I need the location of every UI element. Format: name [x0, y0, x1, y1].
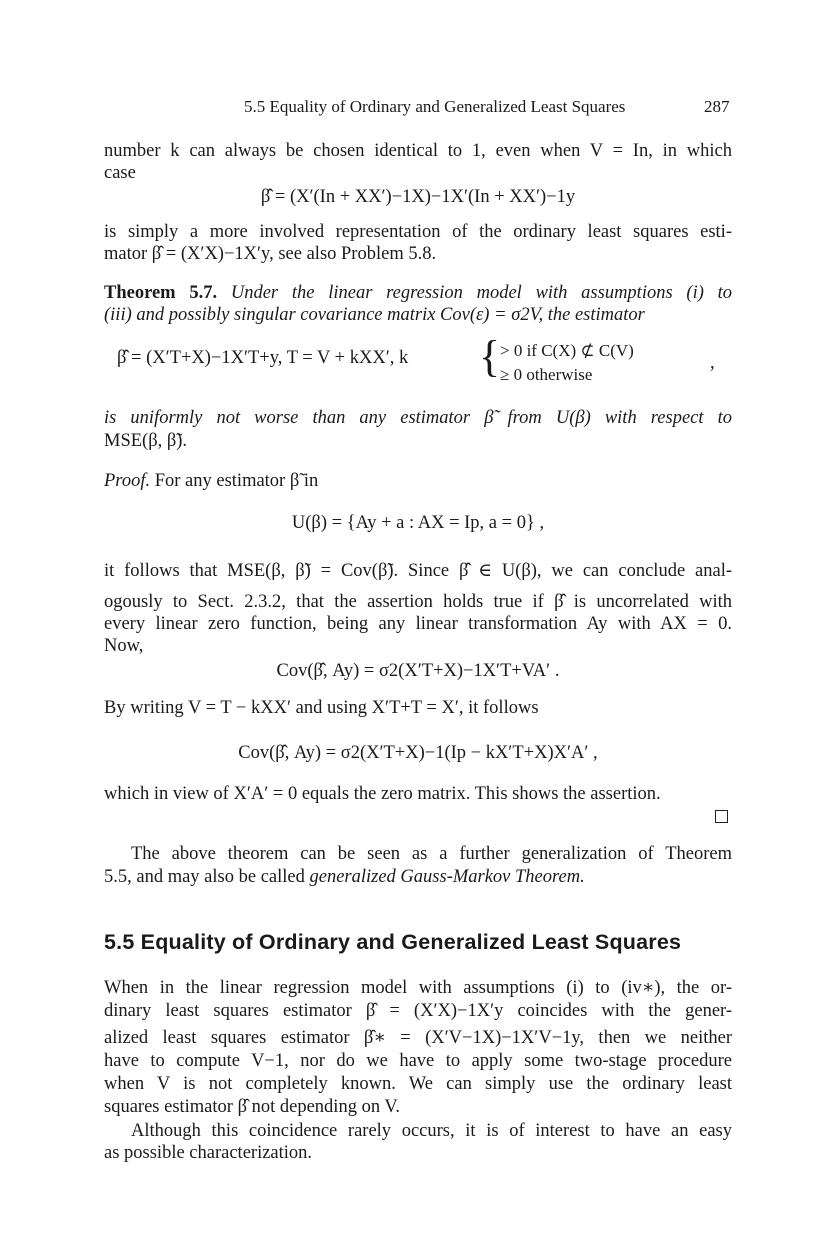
paragraph-line: The above theorem can be seen as a further generalization of Theorem: [131, 844, 732, 864]
proof-text: For any estimator β̃ in: [154, 471, 319, 491]
section-text-line: squares estimator β̂ not depending on V.: [104, 1097, 400, 1117]
section-text-line: when V is not completely known. We can simply use the ordinary least: [104, 1074, 732, 1094]
proof-line: it follows that MSE(β, β̃) = Cov(β̃). Since β̂̂ ∈ U(β), we can conclude anal-: [104, 561, 732, 581]
proof-line: By writing V = T − kXX′ and using X′T+T = X′, it follows: [104, 698, 539, 718]
theorem-line: MSE(β, β̃).: [104, 431, 188, 451]
section-text-line: as possible characterization.: [104, 1143, 313, 1163]
equation-gls-ols: β̂̂ = (X′(In + XX′)−1X)−1X′(In + XX′)−1y: [260, 187, 576, 207]
theorem-heading: Theorem 5.7.: [104, 283, 218, 303]
proof-line: every linear zero function, being any linear transformation Ay with AX = 0.: [104, 614, 732, 634]
case-brace: {: [479, 332, 501, 381]
paragraph-line: [104, 866, 732, 888]
qed-symbol: [715, 810, 728, 823]
section-text-line: have to compute V−1, nor do we have to apply some two-stage procedure: [104, 1051, 732, 1071]
paragraph-emphasis: generalized Gauss-Markov Theorem.: [309, 867, 585, 887]
equation-cov-2: Cov(β̂̂, Ay) = σ2(X′T+X)−1(Ip − kX′T+X)X′A′ ,: [238, 743, 598, 763]
theorem-text: Under the linear regression model with assumptions (i) to: [230, 283, 733, 303]
equation-comma: ,: [710, 353, 715, 373]
section-heading: 5.5 Equality of Ordinary and Generalized Least Squares: [104, 930, 682, 954]
proof-line: Now,: [104, 636, 144, 656]
case-line: > 0 if C(X) ⊄ C(V): [500, 341, 634, 360]
proof-line: which in view of X′A′ = 0 equals the zero matrix. This shows the assertion.: [104, 784, 661, 804]
text-line: is simply a more involved representation of the ordinary least squares esti-: [104, 222, 732, 242]
theorem-line: [104, 282, 732, 304]
case-line: ≥ 0 otherwise: [500, 365, 593, 384]
text-line: mator β̂ = (X′X)−1X′y, see also Problem 5.8.: [104, 244, 437, 264]
section-text-line: Although this coincidence rarely occurs, it is of interest to have an easy: [131, 1121, 732, 1141]
running-header: 5.5 Equality of Ordinary and Generalized Least Squares: [244, 97, 626, 116]
proof-line: [104, 470, 732, 492]
theorem-line: is uniformly not worse than any estimator β̃ from U(β) with respect to: [104, 408, 732, 428]
text-line: number k can always be chosen identical to 1, even when V = In, in which: [104, 141, 732, 161]
paragraph-text: 5.5, and may also be called: [104, 867, 305, 887]
section-text-line: alized least squares estimator β̂∗ = (X′V−1X)−1X′V−1y, then we neither: [104, 1028, 732, 1048]
proof-line: ogously to Sect. 2.3.2, that the assertion holds true if β̂̂ is uncorrelated with: [104, 592, 732, 612]
section-text-line: When in the linear regression model with assumptions (i) to (iv∗), the or-: [104, 978, 732, 998]
equation-generalized-estimator: β̂̂ = (X′T+X)−1X′T+y, T = V + kXX′, k: [117, 348, 409, 368]
page-number: 287: [704, 97, 730, 116]
section-text-line: dinary least squares estimator β̂ = (X′X)−1X′y coincides with the gener-: [104, 1001, 732, 1021]
theorem-line: (iii) and possibly singular covariance matrix Cov(ε) = σ2V, the estimator: [104, 305, 645, 325]
equation-cov-1: Cov(β̂̂, Ay) = σ2(X′T+X)−1X′T+VA′ .: [276, 661, 560, 681]
equation-unbiased-class: U(β) = {Ay + a : AX = Ip, a = 0} ,: [291, 513, 545, 533]
text-line: case: [104, 163, 136, 183]
proof-heading: Proof.: [104, 471, 151, 491]
